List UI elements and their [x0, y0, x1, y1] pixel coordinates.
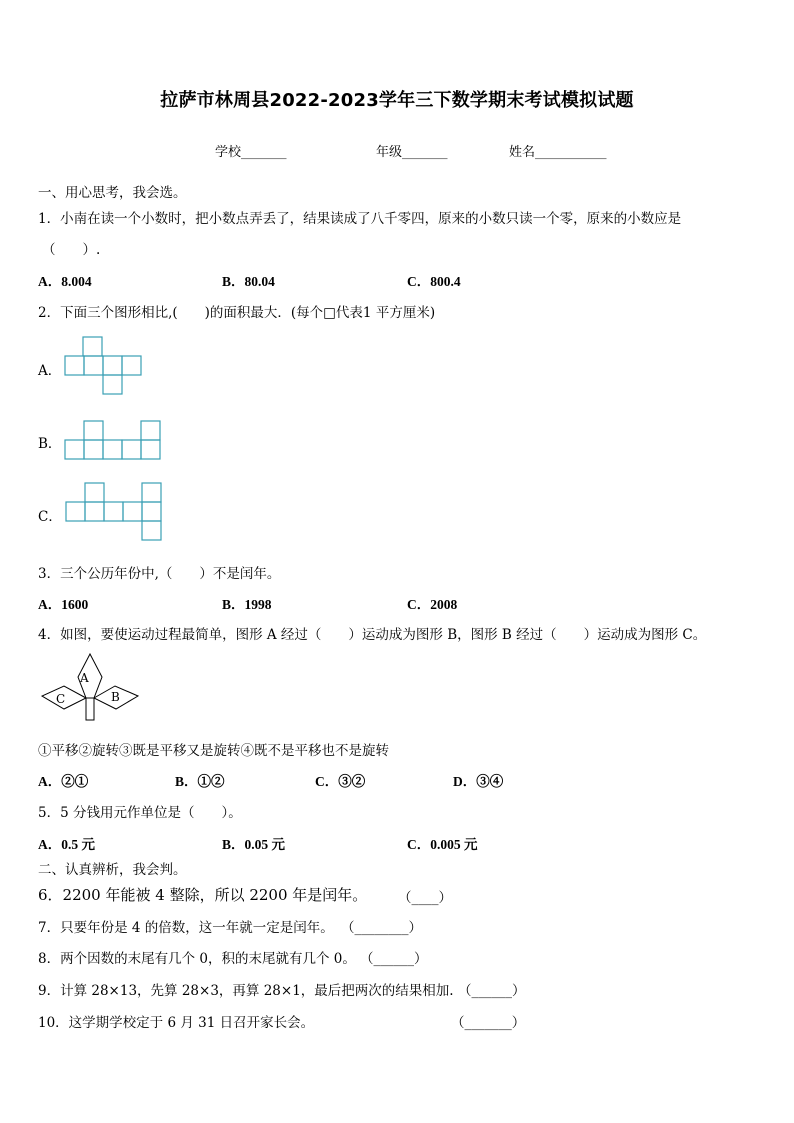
q1-option-b: B．80.04 [222, 274, 275, 289]
q8-answer-blank[interactable]: （______） [360, 951, 428, 967]
q4-option-b: B．①② [175, 774, 225, 789]
q7-answer-blank[interactable]: （________） [341, 920, 422, 936]
page-title: 拉萨市林周县2022-2023学年三下数学期末考试模拟试题 [160, 90, 634, 111]
shape-label-b: B [111, 690, 120, 704]
q1-text-line1: 1．小南在读一个小数时，把小数点弄丢了，结果读成了八千零四，原来的小数只读一个零，原来的小数应是 [38, 211, 682, 227]
q3-option-c: C．2008 [407, 597, 458, 612]
q2-text: 2．下面三个图形相比,( )的面积最大．(每个□代表1 平方厘米) [38, 305, 436, 321]
q4-option-d: D．③④ [453, 774, 504, 789]
grade-field: 年级_______ [376, 145, 448, 160]
shape-label-a: A [80, 671, 89, 685]
q4-rotation-figure [40, 652, 140, 724]
q2-label-b: B． [38, 436, 62, 452]
q6-text: 6．2200 年能被 4 整除，所以 2200 年是闰年。 [38, 886, 368, 904]
q1-option-c: C．800.4 [407, 274, 461, 289]
q1-text-line2: （ ）. [42, 242, 101, 258]
q9-text: 9．计算 28×13，先算 28×3，再算 28×1，最后把两次的结果相加. [38, 983, 454, 999]
q2-figure-b [64, 420, 164, 462]
q6-answer-blank[interactable]: （____） [398, 890, 452, 906]
q2-label-c: C． [38, 509, 62, 525]
q10-text: 10．这学期学校定于 6 月 31 日召开家长会。 [38, 1015, 315, 1031]
q4-choices-line: ①平移②旋转③既是平移又是旋转④既不是平移也不是旋转 [38, 743, 389, 759]
q3-text: 3．三个公历年份中,（ ）不是闰年。 [38, 566, 281, 582]
q5-option-a: A．0.5 元 [38, 837, 95, 852]
q4-text: 4．如图，要使运动过程最简单，图形 A 经过（ ）运动成为图形 B，图形 B 经过（ ）运动成为图形 C。 [38, 627, 707, 643]
q5-option-b: B．0.05 元 [222, 837, 286, 852]
q9-answer-blank[interactable]: （______） [458, 983, 526, 999]
q7-text: 7．只要年份是 4 的倍数，这一年就一定是闰年。 [38, 920, 334, 936]
school-field: 学校_______ [215, 145, 287, 160]
q2-label-a: A． [38, 363, 62, 379]
q2-figure-c [65, 482, 165, 542]
q5-option-c: C．0.005 元 [407, 837, 478, 852]
q3-option-a: A．1600 [38, 597, 89, 612]
q4-option-a: A．②① [38, 774, 89, 789]
q3-option-b: B．1998 [222, 597, 272, 612]
q10-answer-blank[interactable]: （_______） [451, 1015, 526, 1031]
q4-option-c: C．③② [315, 774, 366, 789]
section1-heading: 一、用心思考，我会选。 [38, 185, 187, 201]
q1-option-a: A．8.004 [38, 274, 92, 289]
section2-heading: 二、认真辨析，我会判。 [38, 862, 187, 878]
q8-text: 8．两个因数的末尾有几个 0，积的末尾就有几个 0。 [38, 951, 356, 967]
name-field: 姓名___________ [509, 145, 607, 160]
q2-figure-a [64, 336, 144, 396]
shape-label-c: C [56, 692, 66, 706]
q5-text: 5．5 分钱用元作单位是（ ）。 [38, 805, 242, 821]
